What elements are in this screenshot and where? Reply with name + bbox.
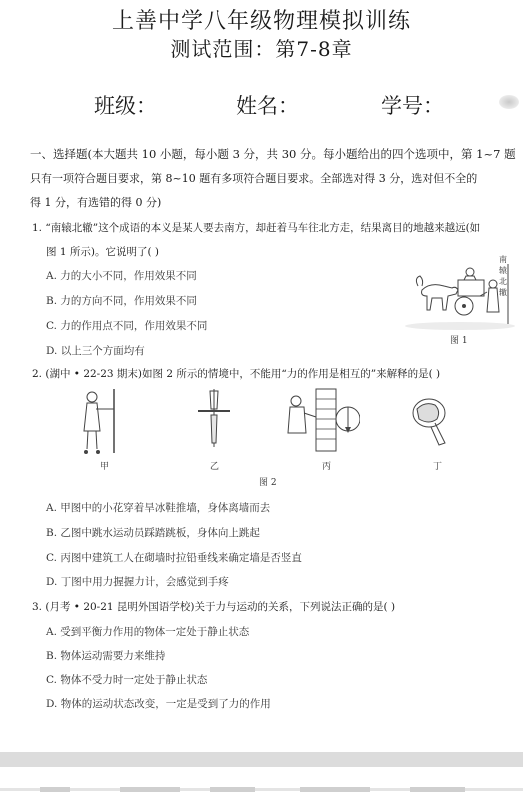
- figure2-caption: 图 2: [259, 478, 277, 488]
- q3-stem: 3. (月考 • 20-21 昆明外国语学校)关于力与运动的关系，下列说法正确的是( ): [32, 601, 396, 613]
- q2-option-a: A. 甲图中的小花穿着旱冰鞋推墙，身体离墙而去: [46, 502, 271, 514]
- figure2-label-bing: 丙: [322, 462, 332, 472]
- paper-stain: [499, 95, 519, 109]
- figure2-panel-ding-grip-illustration: [405, 387, 455, 457]
- q1-option-d: D. 以上三个方面均有: [46, 345, 145, 357]
- q2-option-b: B. 乙图中跳水运动员踩踏跳板，身体向上跳起: [46, 527, 260, 539]
- class-field-label: 班级：: [94, 94, 157, 118]
- figure2-label-jia: 甲: [100, 462, 110, 472]
- student-number-field-label: 学号：: [381, 94, 444, 118]
- figure1-sign-char: 辕: [499, 266, 507, 275]
- q3-option-d: D. 物体的运动状态改变，一定是受到了力的作用: [46, 698, 271, 710]
- q3-option-a: A. 受到平衡力作用的物体一定处于静止状态: [46, 626, 250, 638]
- page-title: 上善中学八年级物理模拟训练: [111, 9, 411, 34]
- q2-stem: 2. (湖中 • 22-23 期末)如图 2 所示的情境中，不能用“力的作用是相互的”来解释的是( ): [32, 368, 441, 380]
- name-field-label: 姓名：: [236, 94, 299, 118]
- figure1-sign-char: 南: [499, 255, 507, 264]
- page-break-band: [0, 752, 523, 767]
- section-heading-line1: 一、选择题(本大题共 10 小题，每小题 3 分，共 30 分。每小题给出的四个选项中，第 1~7 题: [30, 147, 516, 161]
- q2-option-d: D. 丁图中用力握握力计，会感觉到手疼: [46, 576, 229, 588]
- figure1-sign-text: [499, 254, 509, 298]
- figure2-panel-yi-diver-illustration: [196, 387, 232, 457]
- figure1-sign-char: 辙: [499, 288, 507, 297]
- figure2-panel-bing-builder-illustration: [280, 387, 360, 457]
- figure1-sign-char: 北: [499, 277, 507, 286]
- section-heading-line2: 只有一项符合题目要求，第 8~10 题有多项符合题目要求。全部选对得 3 分，选对但不全的: [30, 172, 478, 185]
- page-subtitle: 测试范围：第7-8章: [170, 37, 353, 61]
- q3-option-b: B. 物体运动需要力来维持: [46, 650, 166, 662]
- figure1-caption: 图 1: [450, 336, 468, 346]
- next-page-fragment: [0, 782, 523, 798]
- q1-stem-line1: 1. “南辕北辙”这个成语的本义是某人要去南方，却赶着马车往北方走，结果离目的地越来越远(如: [32, 222, 481, 234]
- figure2-panel-jia-skater-illustration: [74, 387, 124, 457]
- q3-option-c: C. 物体不受力时一定处于静止状态: [46, 674, 208, 686]
- q2-option-c: C. 丙图中建筑工人在砌墙时拉铅垂线来确定墙是否竖直: [46, 552, 302, 564]
- q1-stem-line2: 图 1 所示)。它说明了( ): [46, 246, 159, 258]
- figure2-label-yi: 乙: [210, 462, 220, 472]
- q1-option-c: C. 力的作用点不同，作用效果不同: [46, 320, 208, 332]
- figure2-label-ding: 丁: [433, 462, 443, 472]
- q1-option-a: A. 力的大小不同，作用效果不同: [46, 270, 197, 282]
- q1-option-b: B. 力的方向不同，作用效果不同: [46, 295, 197, 307]
- section-heading-line3: 得 1 分，有选错的得 0 分): [30, 196, 162, 209]
